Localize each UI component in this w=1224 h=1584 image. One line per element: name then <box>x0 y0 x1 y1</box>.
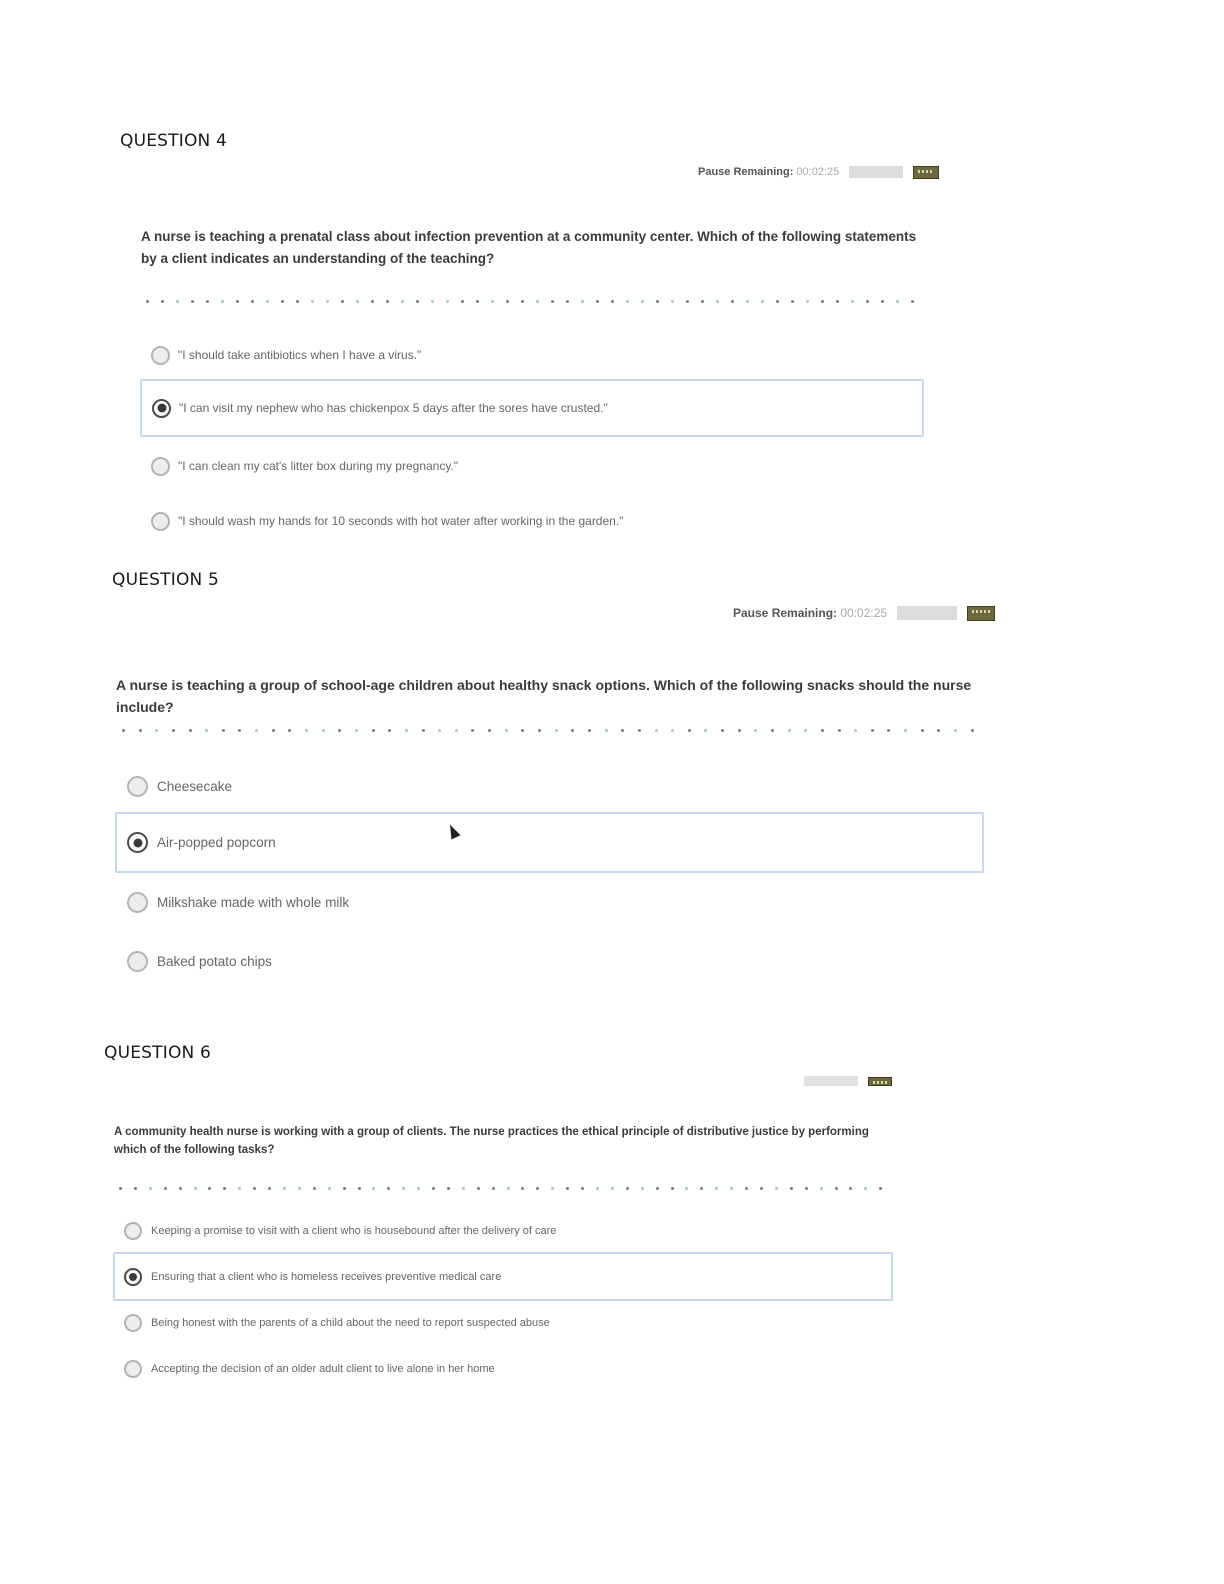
radio-button[interactable] <box>151 512 170 531</box>
separator-dot <box>581 1187 584 1190</box>
separator-dot <box>462 1187 465 1190</box>
separator-dot <box>954 729 957 732</box>
separator-dot <box>821 300 824 303</box>
separator-dot <box>355 729 358 732</box>
separator-dot <box>536 300 539 303</box>
separator-dot <box>716 300 719 303</box>
radio-button[interactable] <box>127 776 148 797</box>
option-row[interactable] <box>126 945 976 977</box>
separator-dot <box>172 729 175 732</box>
separator-dot <box>688 729 691 732</box>
pause-time: 00:02:25 <box>840 606 888 620</box>
pause-remaining-bar <box>733 606 995 620</box>
separator-dot <box>447 1187 450 1190</box>
separator-dot <box>671 300 674 303</box>
pause-progress-box <box>897 606 957 620</box>
separator-dot <box>775 1187 778 1190</box>
separator-dot <box>476 300 479 303</box>
option-label: "I can clean my cat's litter box during my pregnancy." <box>178 459 459 473</box>
option-row[interactable] <box>123 1218 883 1244</box>
separator-dot <box>491 300 494 303</box>
separator-dot <box>283 1187 286 1190</box>
separator-dot <box>122 729 125 732</box>
option-label: Cheesecake <box>157 778 233 794</box>
option-label: Baked potato chips <box>157 953 272 969</box>
separator-dot <box>555 729 558 732</box>
option-label: "I can visit my nephew who has chickenpox 5 days after the sores have crusted." <box>179 401 608 415</box>
separator-dot <box>854 729 857 732</box>
separator-dot <box>701 300 704 303</box>
separator-dot <box>322 729 325 732</box>
pause-icon[interactable] <box>967 606 995 621</box>
separator-dot <box>189 729 192 732</box>
separator-dot <box>313 1187 316 1190</box>
separator-dot <box>461 300 464 303</box>
separator-dot <box>521 729 524 732</box>
separator-dot <box>685 1187 688 1190</box>
option-label: Being honest with the parents of a child about the need to report suspected abuse <box>151 1317 550 1329</box>
separator-dot <box>139 729 142 732</box>
separator-dot <box>191 300 194 303</box>
separator-dot <box>655 729 658 732</box>
separator-dots <box>146 298 914 304</box>
separator-dot <box>402 1187 405 1190</box>
separator-dot <box>911 300 914 303</box>
separator-dot <box>776 300 779 303</box>
radio-button[interactable] <box>127 892 148 913</box>
pause-remaining-bar <box>804 1075 892 1087</box>
separator-dot <box>626 300 629 303</box>
separator-dot <box>221 300 224 303</box>
separator-dot <box>887 729 890 732</box>
separator-dot <box>904 729 907 732</box>
separator-dot <box>149 1187 152 1190</box>
separator-dot <box>896 300 899 303</box>
pause-icon[interactable] <box>868 1077 892 1086</box>
separator-dot <box>761 300 764 303</box>
separator-dot <box>251 300 254 303</box>
separator-dot <box>700 1187 703 1190</box>
separator-dot <box>161 300 164 303</box>
radio-button[interactable] <box>151 346 170 365</box>
separator-dot <box>566 1187 569 1190</box>
separator-dot <box>746 300 749 303</box>
separator-dot <box>788 729 791 732</box>
separator-dot <box>146 300 149 303</box>
separator-dot <box>621 729 624 732</box>
separator-dot <box>356 300 359 303</box>
separator-dot <box>343 1187 346 1190</box>
separator-dot <box>581 300 584 303</box>
separator-dot <box>253 1187 256 1190</box>
separator-dot <box>298 1187 301 1190</box>
separator-dot <box>871 729 874 732</box>
separator-dot <box>505 729 508 732</box>
option-label: Milkshake made with whole milk <box>157 894 350 910</box>
separator-dot <box>388 729 391 732</box>
separator-dot <box>790 1187 793 1190</box>
option-label: "I should wash my hands for 10 seconds with hot water after working in the garden." <box>178 514 624 528</box>
question-4-stem: A nurse is teaching a prenatal class about infection prevention at a community center. Which of the following statements by a client indicates an understanding of the teaching? <box>141 229 917 266</box>
separator-dot <box>551 300 554 303</box>
separator-dot <box>438 729 441 732</box>
separator-dot <box>638 729 641 732</box>
radio-button[interactable] <box>151 457 170 476</box>
option-row-selected[interactable] <box>115 812 984 873</box>
question-6-stem: A community health nurse is working with a group of clients. The nurse practices the ethical principle of distributive justice by performing which of the following tasks? <box>114 1126 869 1156</box>
separator-dot <box>281 300 284 303</box>
separator-dot <box>371 300 374 303</box>
separator-dot <box>134 1187 137 1190</box>
separator-dot <box>730 1187 733 1190</box>
separator-dot <box>536 1187 539 1190</box>
separator-dot <box>596 1187 599 1190</box>
separator-dot <box>971 729 974 732</box>
separator-dot <box>760 1187 763 1190</box>
separator-dot <box>538 729 541 732</box>
separator-dot <box>656 1187 659 1190</box>
separator-dot <box>821 729 824 732</box>
separator-dot <box>745 1187 748 1190</box>
separator-dot <box>588 729 591 732</box>
separator-dot <box>754 729 757 732</box>
pause-remaining-bar <box>698 165 939 179</box>
separator-dot <box>401 300 404 303</box>
separator-dot <box>704 729 707 732</box>
separator-dot <box>838 729 841 732</box>
option-row[interactable] <box>123 1356 883 1382</box>
separator-dot <box>223 1187 226 1190</box>
separator-dot <box>305 729 308 732</box>
separator-dot <box>255 729 258 732</box>
separator-dot <box>416 300 419 303</box>
separator-dot <box>266 300 269 303</box>
separator-dot <box>641 300 644 303</box>
option-row[interactable] <box>150 340 920 370</box>
radio-button[interactable] <box>124 1360 142 1378</box>
pause-progress-box <box>804 1076 858 1086</box>
separator-dot <box>119 1187 122 1190</box>
option-label: Accepting the decision of an older adult client to live alone in her home <box>151 1363 495 1375</box>
option-label: "I should take antibiotics when I have a virus." <box>178 348 422 362</box>
question-4-heading: QUESTION 4 <box>120 131 228 151</box>
separator-dot <box>791 300 794 303</box>
radio-button-selected[interactable] <box>124 1268 142 1286</box>
separator-dot <box>820 1187 823 1190</box>
separator-dot <box>492 1187 495 1190</box>
separator-dots <box>119 1185 883 1191</box>
option-row-selected[interactable] <box>140 379 924 437</box>
separator-dot <box>296 300 299 303</box>
separator-dot <box>738 729 741 732</box>
separator-dot <box>866 300 869 303</box>
separator-dot <box>471 729 474 732</box>
separator-dot <box>804 729 807 732</box>
separator-dot <box>626 1187 629 1190</box>
separator-dot <box>387 1187 390 1190</box>
radio-button[interactable] <box>127 951 148 972</box>
separator-dot <box>671 729 674 732</box>
separator-dot <box>921 729 924 732</box>
option-row[interactable] <box>126 770 976 802</box>
separator-dot <box>432 1187 435 1190</box>
separator-dots <box>122 727 974 733</box>
separator-dot <box>836 300 839 303</box>
separator-dot <box>656 300 659 303</box>
separator-dot <box>455 729 458 732</box>
separator-dot <box>488 729 491 732</box>
separator-dot <box>566 300 569 303</box>
question-5-heading: QUESTION 5 <box>112 570 220 590</box>
separator-dot <box>164 1187 167 1190</box>
separator-dot <box>771 729 774 732</box>
radio-button[interactable] <box>124 1222 142 1240</box>
separator-dot <box>864 1187 867 1190</box>
separator-dot <box>208 1187 211 1190</box>
separator-dot <box>341 300 344 303</box>
separator-dot <box>571 729 574 732</box>
separator-dot <box>477 1187 480 1190</box>
pause-progress-box <box>849 166 903 178</box>
option-row[interactable] <box>123 1310 883 1336</box>
separator-dot <box>238 1187 241 1190</box>
separator-dot <box>851 300 854 303</box>
separator-dot <box>521 1187 524 1190</box>
pause-remaining-text <box>733 606 887 620</box>
separator-dot <box>386 300 389 303</box>
question-5-stem: A nurse is teaching a group of school-age children about healthy snack options. Which of the following snacks should the nurse include? <box>116 677 972 716</box>
separator-dot <box>596 300 599 303</box>
radio-button-selected[interactable] <box>127 832 148 853</box>
question-6-heading: QUESTION 6 <box>104 1043 212 1063</box>
separator-dot <box>155 729 158 732</box>
separator-dot <box>236 300 239 303</box>
separator-dot <box>611 300 614 303</box>
separator-dot <box>671 1187 674 1190</box>
separator-dot <box>206 300 209 303</box>
separator-dot <box>326 300 329 303</box>
separator-dot <box>521 300 524 303</box>
separator-dot <box>551 1187 554 1190</box>
radio-button[interactable] <box>124 1314 142 1332</box>
separator-dot <box>879 1187 882 1190</box>
separator-dot <box>272 729 275 732</box>
pause-label: Pause Remaining: <box>733 606 838 620</box>
option-row[interactable] <box>150 451 920 481</box>
separator-dot <box>358 1187 361 1190</box>
radio-button-selected[interactable] <box>152 399 171 418</box>
separator-dot <box>605 729 608 732</box>
separator-dot <box>806 300 809 303</box>
separator-dot <box>506 300 509 303</box>
separator-dot <box>835 1187 838 1190</box>
option-label: Keeping a promise to visit with a client who is housebound after the delivery of care <box>151 1225 557 1237</box>
separator-dot <box>721 729 724 732</box>
pause-remaining-text <box>698 165 839 179</box>
separator-dot <box>311 300 314 303</box>
pause-icon[interactable] <box>913 166 939 179</box>
separator-dot <box>805 1187 808 1190</box>
separator-dot <box>179 1187 182 1190</box>
separator-dot <box>372 729 375 732</box>
option-row[interactable] <box>150 506 920 536</box>
separator-dot <box>446 300 449 303</box>
separator-dot <box>937 729 940 732</box>
separator-dot <box>881 300 884 303</box>
separator-dot <box>238 729 241 732</box>
separator-dot <box>507 1187 510 1190</box>
separator-dot <box>194 1187 197 1190</box>
separator-dot <box>431 300 434 303</box>
separator-dot <box>849 1187 852 1190</box>
option-row[interactable] <box>126 886 976 918</box>
separator-dot <box>417 1187 420 1190</box>
pause-time: 00:02:25 <box>796 166 840 178</box>
separator-dot <box>422 729 425 732</box>
separator-dot <box>686 300 689 303</box>
separator-dot <box>338 729 341 732</box>
separator-dot <box>288 729 291 732</box>
option-label: Ensuring that a client who is homeless receives preventive medical care <box>151 1270 502 1283</box>
separator-dot <box>611 1187 614 1190</box>
separator-dot <box>328 1187 331 1190</box>
separator-dot <box>222 729 225 732</box>
separator-dot <box>641 1187 644 1190</box>
option-row-selected[interactable] <box>113 1252 893 1301</box>
separator-dot <box>731 300 734 303</box>
separator-dot <box>176 300 179 303</box>
separator-dot <box>268 1187 271 1190</box>
separator-dot <box>405 729 408 732</box>
option-label: Air-popped popcorn <box>157 835 276 850</box>
separator-dot <box>205 729 208 732</box>
separator-dot <box>372 1187 375 1190</box>
pause-label: Pause Remaining: <box>698 166 794 178</box>
separator-dot <box>715 1187 718 1190</box>
